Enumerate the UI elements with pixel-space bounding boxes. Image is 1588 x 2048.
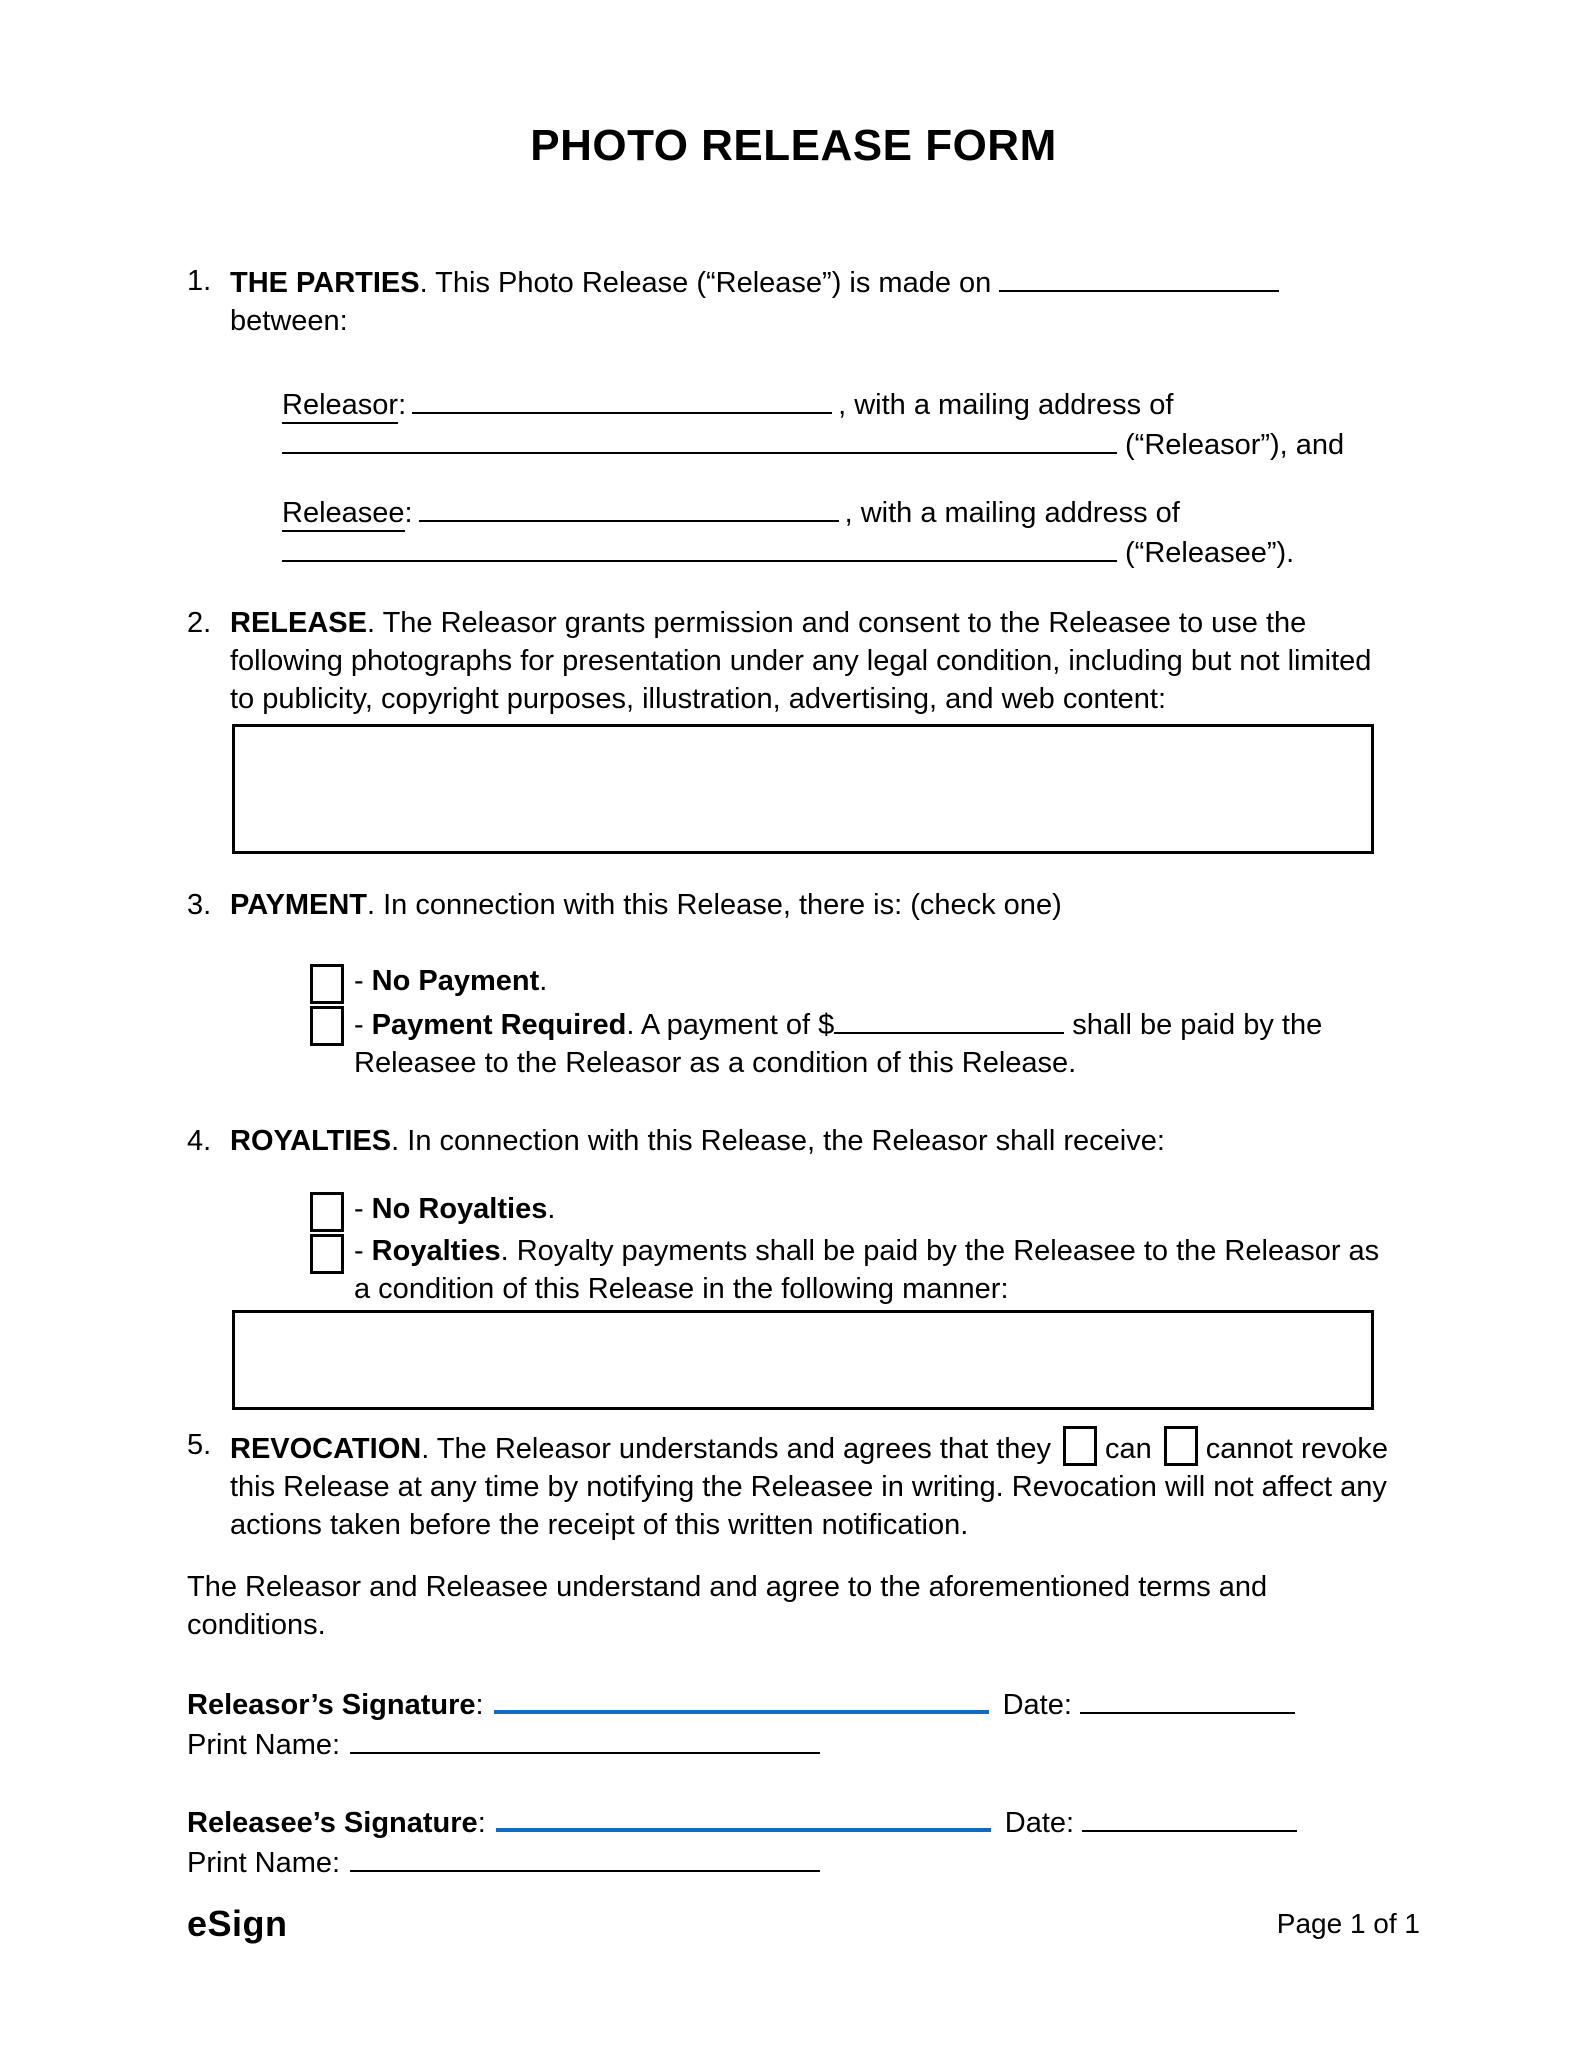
section-number: 4. bbox=[187, 1125, 212, 1157]
dash: - bbox=[354, 1193, 364, 1225]
no-royalties-option-text bbox=[354, 1190, 1400, 1232]
releasee-date-field[interactable] bbox=[1082, 1802, 1297, 1832]
royalties-checkbox[interactable] bbox=[310, 1234, 344, 1274]
releasee-print-name-row bbox=[187, 1842, 1400, 1882]
royalties-after-text: . Royalty payments shall be paid by the Releasee to the Releasor as a condition of this Release in the following manner: bbox=[354, 1235, 1380, 1305]
revocation-body-line bbox=[230, 1426, 1400, 1544]
no-royalties-label: No Royalties bbox=[371, 1193, 548, 1225]
releasor-date-field[interactable] bbox=[1080, 1684, 1295, 1714]
section-the-parties bbox=[187, 262, 1400, 572]
no-royalties-after-text: . bbox=[547, 1193, 556, 1225]
no-payment-label: No Payment bbox=[371, 965, 540, 997]
revocation-cannot-checkbox[interactable] bbox=[1164, 1426, 1198, 1466]
payment-amount-suffix-text: shall be paid by the Releasee to the Releasor as a condition of this Release. bbox=[354, 1009, 1323, 1079]
revocation-after-cannot-text: revoke this Release at any time by notifying the Releasee in writing. Revocation will not affect any actions taken before the receipt of this written notification. bbox=[230, 1433, 1388, 1541]
section-number: 2. bbox=[187, 607, 212, 639]
section-heading: RELEASE bbox=[230, 607, 367, 639]
releasee-after-address-text: (“Releasee”). bbox=[1125, 537, 1295, 569]
releasor-colon: : bbox=[398, 389, 407, 421]
page-title: PHOTO RELEASE FORM bbox=[530, 121, 1057, 170]
parties-between-text: between: bbox=[230, 305, 348, 337]
revocation-can-label: can bbox=[1105, 1433, 1152, 1465]
section-royalties bbox=[187, 1122, 1400, 1410]
releasor-after-name-text: , with a mailing address of bbox=[838, 389, 1174, 421]
releasee-label: Releasee bbox=[282, 497, 405, 532]
releasee-name-field[interactable] bbox=[419, 492, 839, 522]
royalties-body-line bbox=[230, 1122, 1400, 1160]
payment-body-line bbox=[230, 886, 1400, 924]
release-body-line bbox=[230, 604, 1400, 718]
payment-required-checkbox[interactable] bbox=[310, 1006, 344, 1046]
page-footer bbox=[187, 1902, 1420, 1946]
releasor-print-name-field[interactable] bbox=[350, 1724, 820, 1754]
releasor-signature-row bbox=[187, 1682, 1400, 1724]
section-heading: PAYMENT bbox=[230, 889, 367, 921]
royalties-options bbox=[230, 1190, 1400, 1308]
revocation-cannot-label: cannot bbox=[1205, 1433, 1293, 1465]
colon: : bbox=[477, 1807, 486, 1839]
section-payment bbox=[187, 886, 1400, 1082]
payment-required-option-text bbox=[354, 1004, 1400, 1082]
releasee-signature-field[interactable] bbox=[496, 1800, 991, 1832]
payment-option-required bbox=[310, 1004, 1400, 1082]
document-content bbox=[187, 0, 1400, 1882]
no-payment-after-text: . bbox=[539, 965, 548, 997]
release-body-text: . The Releasor grants permission and consent to the Releasee to use the following photographs for presentation under any legal condition, including but not limited to publicity, copyright purposes, illustration, advertising, and web content: bbox=[230, 607, 1372, 715]
releasor-signature-field[interactable] bbox=[494, 1682, 989, 1714]
no-payment-option-text bbox=[354, 962, 1400, 1004]
releasor-name-line bbox=[282, 384, 1400, 424]
payment-option-no bbox=[310, 962, 1400, 1004]
section-heading: REVOCATION bbox=[230, 1433, 422, 1465]
releasor-after-address-text: (“Releasor”), and bbox=[1125, 429, 1345, 461]
payment-required-label: Payment Required bbox=[371, 1009, 627, 1041]
section-heading: THE PARTIES bbox=[230, 267, 420, 299]
royalties-option-yes bbox=[310, 1232, 1400, 1308]
revocation-before-can-text: . The Releasor understands and agrees that they bbox=[421, 1433, 1052, 1465]
section-number: 5. bbox=[187, 1429, 212, 1461]
payment-options bbox=[230, 962, 1400, 1082]
no-royalties-checkbox[interactable] bbox=[310, 1192, 344, 1232]
releasor-print-name-label: Print Name: bbox=[187, 1729, 341, 1761]
payment-body-text: . In connection with this Release, there is: (check one) bbox=[366, 889, 1062, 921]
dash: - bbox=[354, 1009, 364, 1041]
releasor-block bbox=[282, 384, 1400, 464]
releasor-print-name-row bbox=[187, 1724, 1400, 1764]
payment-amount-field[interactable] bbox=[834, 1004, 1064, 1034]
releasor-name-field[interactable] bbox=[412, 384, 832, 414]
releasee-print-name-label: Print Name: bbox=[187, 1847, 341, 1879]
releasee-address-line bbox=[282, 532, 1400, 572]
royalties-option-text bbox=[354, 1232, 1400, 1308]
releasor-address-line bbox=[282, 424, 1400, 464]
section-revocation bbox=[187, 1426, 1400, 1544]
royalty-manner-box[interactable] bbox=[232, 1310, 1374, 1410]
dash: - bbox=[354, 1235, 364, 1267]
section-number: 3. bbox=[187, 889, 212, 921]
releasee-signature-row bbox=[187, 1800, 1400, 1842]
releasee-name-line bbox=[282, 492, 1400, 532]
releasee-after-name-text: , with a mailing address of bbox=[844, 497, 1180, 529]
section-release bbox=[187, 604, 1400, 854]
made-on-date-field[interactable] bbox=[999, 262, 1279, 292]
closing-paragraph: The Releasor and Releasee understand and agree to the aforementioned terms and conditions. bbox=[187, 1571, 1268, 1641]
releasee-colon: : bbox=[404, 497, 413, 529]
section-heading: ROYALTIES bbox=[230, 1125, 392, 1157]
payment-amount-prefix-text: . A payment of $ bbox=[626, 1009, 835, 1041]
releasor-signature-label: Releasor’s Signature bbox=[187, 1689, 476, 1721]
page-number: Page 1 of 1 bbox=[1276, 1908, 1420, 1939]
section-number: 1. bbox=[187, 265, 212, 297]
royalties-body-text: . In connection with this Release, the Releasor shall receive: bbox=[391, 1125, 1165, 1157]
releasee-date-label: Date: bbox=[1004, 1807, 1075, 1839]
releasee-print-name-field[interactable] bbox=[350, 1842, 820, 1872]
no-payment-checkbox[interactable] bbox=[310, 964, 344, 1004]
revocation-can-checkbox[interactable] bbox=[1063, 1426, 1097, 1466]
colon: : bbox=[475, 1689, 484, 1721]
releasor-address-field[interactable] bbox=[282, 424, 1117, 454]
releasor-date-label: Date: bbox=[1002, 1689, 1072, 1721]
parties-intro-line bbox=[230, 262, 1400, 302]
releasee-signature-label: Releasee’s Signature bbox=[187, 1807, 478, 1839]
photographs-description-box[interactable] bbox=[232, 724, 1374, 854]
dash: - bbox=[354, 965, 364, 997]
royalties-label: Royalties bbox=[371, 1235, 501, 1267]
releasee-block bbox=[282, 492, 1400, 572]
parties-intro-text: . This Photo Release (“Release”) is made on bbox=[419, 267, 992, 299]
royalties-option-no bbox=[310, 1190, 1400, 1232]
releasor-label: Releasor bbox=[282, 389, 398, 424]
releasee-address-field[interactable] bbox=[282, 532, 1117, 562]
esign-logo: eSign bbox=[187, 1903, 288, 1944]
